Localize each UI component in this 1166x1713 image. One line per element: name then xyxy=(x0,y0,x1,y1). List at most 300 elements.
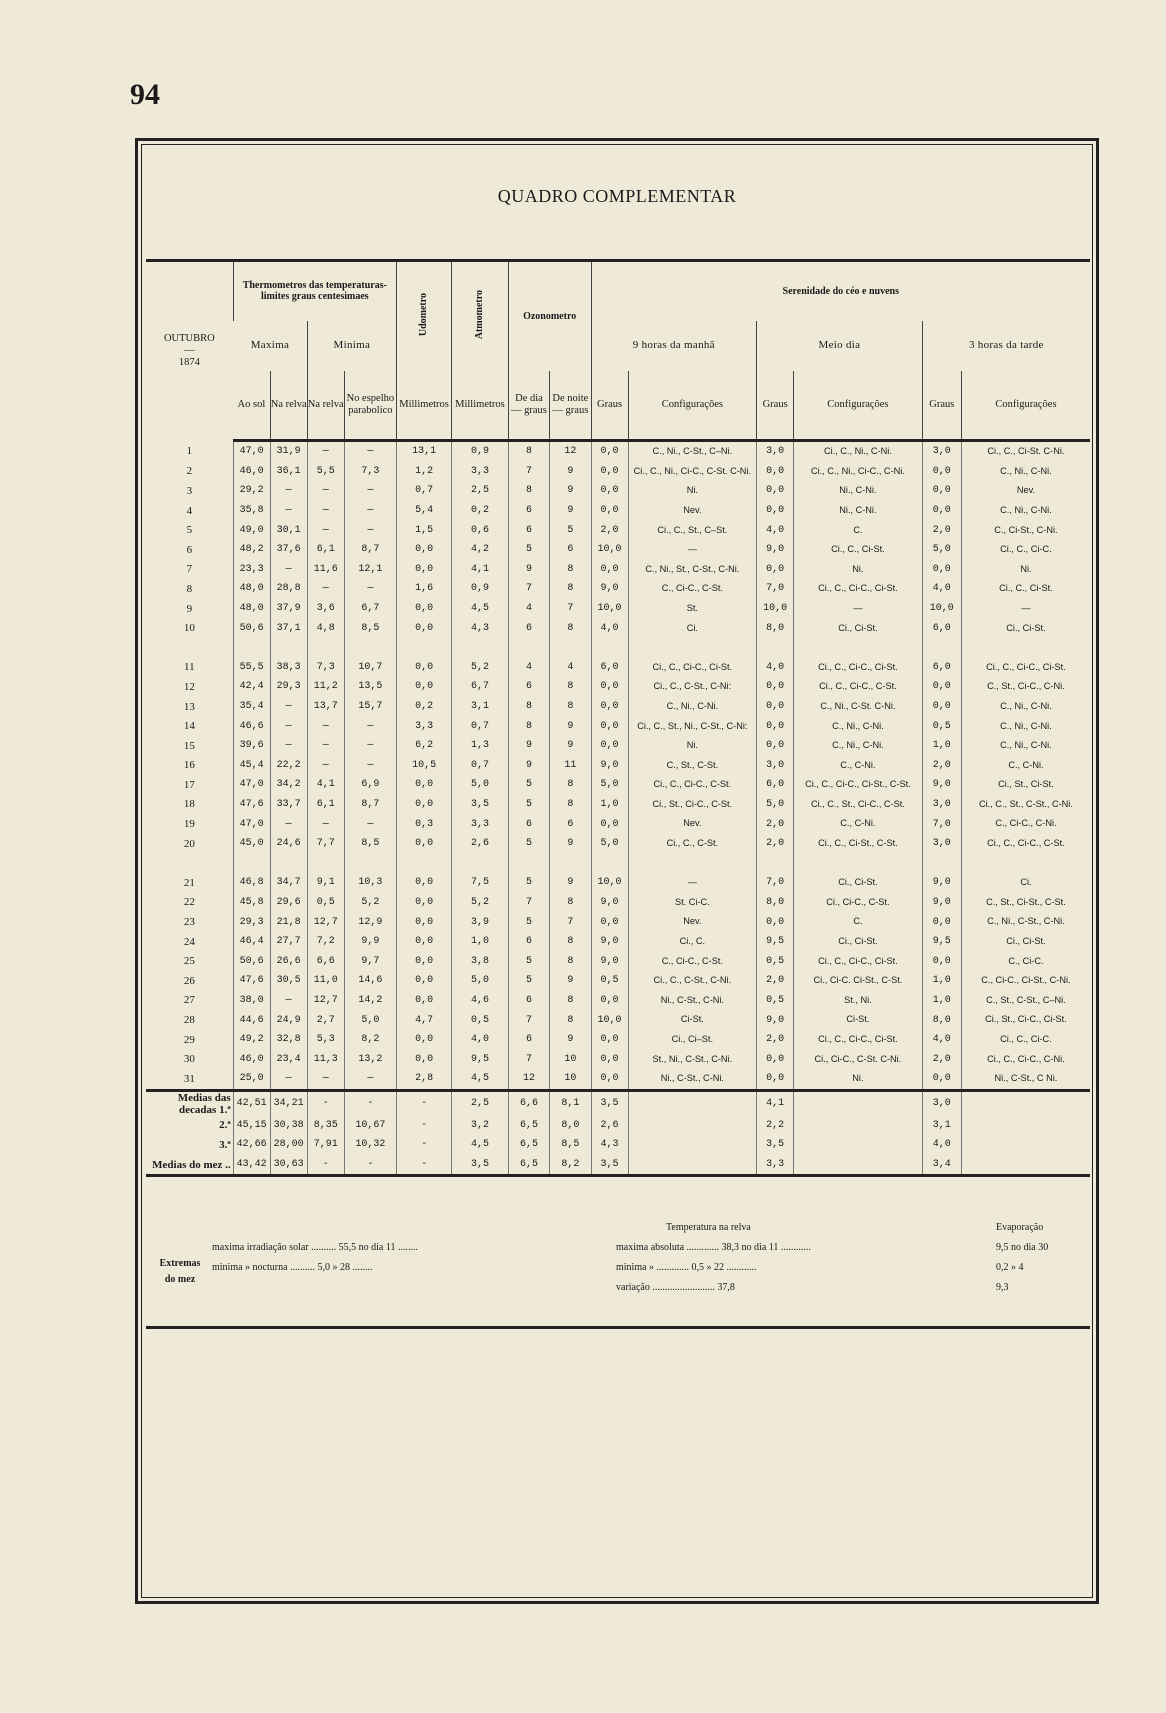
empty-cell xyxy=(794,1135,923,1155)
day-cell: 29 xyxy=(183,1033,195,1046)
data-cell: — xyxy=(307,716,344,736)
data-cell: Ci., C., Ni., Ci-C., C-Ni. xyxy=(794,462,923,482)
data-cell: — xyxy=(307,1069,344,1090)
data-cell: 0,0 xyxy=(922,462,961,482)
medias-cell: 3,0 xyxy=(922,1090,961,1116)
medias-cell: 28,00 xyxy=(270,1135,307,1155)
data-cell: 0,0 xyxy=(397,991,452,1011)
data-cell: 0,0 xyxy=(591,716,628,736)
day-cell: 23 xyxy=(183,916,195,929)
medias-cell: 6,5 xyxy=(508,1135,549,1155)
data-cell: 3,0 xyxy=(922,795,961,815)
data-cell: 5 xyxy=(508,834,549,854)
data-cell: 27,7 xyxy=(270,932,307,952)
data-cell: 38,3 xyxy=(270,658,307,678)
data-cell: 10,0 xyxy=(591,1010,628,1030)
data-cell: 6,0 xyxy=(922,618,961,638)
data-cell: 0,0 xyxy=(397,658,452,678)
data-cell: Ci., Ci-C., C-St. xyxy=(794,893,923,913)
data-cell: 8,2 xyxy=(344,1030,396,1050)
data-cell: 5,2 xyxy=(452,893,509,913)
data-cell: 48,0 xyxy=(233,599,270,619)
empty-cell xyxy=(794,1116,923,1136)
data-cell: 10 xyxy=(550,1069,591,1090)
data-cell: 50,6 xyxy=(233,618,270,638)
table-row xyxy=(146,658,1090,678)
data-cell: 3,0 xyxy=(922,441,961,462)
decade-spacer xyxy=(146,853,1090,873)
data-cell: 6,2 xyxy=(397,736,452,756)
medias-mez-label: Medias do mez xyxy=(152,1158,223,1171)
data-cell: 1,0 xyxy=(922,971,961,991)
data-cell: 4,8 xyxy=(307,618,344,638)
meio-dia-header: Meio dia xyxy=(757,321,923,371)
data-cell: 2,0 xyxy=(922,1049,961,1069)
data-cell: 0,0 xyxy=(591,912,628,932)
data-cell: 9 xyxy=(550,481,591,501)
extreme-line2-mid: minima » ............. 0,5 » 22 ............ xyxy=(616,1262,757,1273)
data-cell: St. xyxy=(628,599,757,619)
data-cell: 0,0 xyxy=(757,1069,794,1090)
data-cell: 0,0 xyxy=(757,736,794,756)
data-cell: 9,0 xyxy=(922,893,961,913)
data-cell: 9,5 xyxy=(757,932,794,952)
data-cell: — xyxy=(344,441,396,462)
data-cell: — xyxy=(307,481,344,501)
data-cell: 0,2 xyxy=(452,501,509,521)
data-cell: — xyxy=(307,501,344,521)
data-cell: 5,0 xyxy=(452,775,509,795)
data-cell: Nev. xyxy=(628,501,757,521)
data-cell: Ni. xyxy=(628,481,757,501)
day-cell: 14 xyxy=(183,720,195,733)
data-cell: 1,6 xyxy=(397,579,452,599)
data-cell: C., St., C-St. xyxy=(628,756,757,776)
data-cell: 5,3 xyxy=(307,1030,344,1050)
data-cell: Ci., Ci-St. xyxy=(794,932,923,952)
data-cell: C., C-Ni. xyxy=(961,756,1090,776)
data-cell: 0,5 xyxy=(591,971,628,991)
day-cell: 2 xyxy=(186,465,193,478)
data-cell: Ci., C., Ci-C. xyxy=(961,540,1090,560)
data-cell: 0,0 xyxy=(397,540,452,560)
data-cell: 0,0 xyxy=(397,599,452,619)
atmometro-header: Atmometro xyxy=(452,261,509,371)
empty-cell xyxy=(961,1090,1090,1116)
month-header: OUTUBRO — 1874 xyxy=(146,261,233,441)
data-cell: C., Ci-C., Ci-St., C-Ni. xyxy=(961,971,1090,991)
data-cell: 3,9 xyxy=(452,912,509,932)
data-cell: 15,7 xyxy=(344,697,396,717)
data-cell: 0,0 xyxy=(591,501,628,521)
data-cell: Ci., Ci-St. xyxy=(961,618,1090,638)
temp-relva-title: Temperatura na relva xyxy=(666,1222,751,1233)
data-cell: 0,0 xyxy=(757,912,794,932)
data-cell: 0,0 xyxy=(922,677,961,697)
table-row xyxy=(146,932,1090,952)
data-cell: Ci., Ci-C. Ci-St., C-St. xyxy=(794,971,923,991)
data-cell: Ci. xyxy=(961,873,1090,893)
extreme-line3-mid: variação ......................... 37,8 xyxy=(616,1282,735,1293)
data-cell: C., Ni., C-Ni. xyxy=(961,697,1090,717)
data-cell: 4,7 xyxy=(397,1010,452,1030)
day-cell: 25 xyxy=(183,955,195,968)
data-cell: 8 xyxy=(550,795,591,815)
data-cell: — xyxy=(270,814,307,834)
data-cell: 0,0 xyxy=(591,1069,628,1090)
medias-cell: 8,35 xyxy=(307,1116,344,1136)
data-cell: 8 xyxy=(550,1010,591,1030)
table-row xyxy=(146,697,1090,717)
medias-cell: 3,5 xyxy=(757,1135,794,1155)
data-cell: 7 xyxy=(508,579,549,599)
day-cell: 11 xyxy=(184,661,195,674)
data-cell: 10,0 xyxy=(591,873,628,893)
medias-cell: 7,91 xyxy=(307,1135,344,1155)
data-cell: 6 xyxy=(508,618,549,638)
data-cell: 31,9 xyxy=(270,441,307,462)
data-cell: 4,3 xyxy=(452,618,509,638)
data-cell: Ci., C., C-St. xyxy=(628,834,757,854)
extreme-line2-left: minima » nocturna .......... 5,0 » 28 ........ xyxy=(212,1262,373,1273)
data-cell: — xyxy=(344,756,396,776)
data-cell: 7,0 xyxy=(922,814,961,834)
data-cell: 0,0 xyxy=(922,560,961,580)
serenidade-header: Serenidade do céo e nuvens xyxy=(591,261,1090,321)
medias-label xyxy=(146,1116,233,1136)
data-cell: 6,9 xyxy=(344,775,396,795)
data-cell: 5,4 xyxy=(397,501,452,521)
data-cell: 47,0 xyxy=(233,814,270,834)
data-cell: 6,1 xyxy=(307,795,344,815)
tarde-graus-header: Graus xyxy=(922,371,961,441)
data-cell: Ni., C-Ni. xyxy=(794,501,923,521)
data-cell: Ci., St., Ci-St. xyxy=(961,775,1090,795)
data-cell: C., Ni., C-Ni. xyxy=(794,716,923,736)
data-cell: 0,0 xyxy=(397,951,452,971)
data-cell: Ci., C., C-St., C-Ni. xyxy=(628,971,757,991)
data-cell: Ci., C. xyxy=(628,932,757,952)
data-cell: 6 xyxy=(508,501,549,521)
table-row xyxy=(146,795,1090,815)
medias-cell: 3,4 xyxy=(922,1155,961,1176)
data-cell: — xyxy=(270,716,307,736)
medias-label xyxy=(146,1155,233,1176)
data-cell: 4,1 xyxy=(452,560,509,580)
data-cell: 9 xyxy=(508,736,549,756)
day-cell: 7 xyxy=(186,563,193,576)
data-cell: 9 xyxy=(508,560,549,580)
table-row xyxy=(146,775,1090,795)
data-cell: 7,0 xyxy=(757,579,794,599)
data-cell: 0,0 xyxy=(397,618,452,638)
data-cell: 9 xyxy=(550,873,591,893)
data-cell: 6,0 xyxy=(757,775,794,795)
data-cell: 22,2 xyxy=(270,756,307,776)
medias-cell: 42,51 xyxy=(233,1090,270,1116)
data-cell: — xyxy=(307,520,344,540)
medias-row xyxy=(146,1116,1090,1136)
medias-cell: 6,5 xyxy=(508,1116,549,1136)
data-cell: 6,1 xyxy=(307,540,344,560)
data-cell: Ci., C., Ni., Ci-C., C-St. C-Ni. xyxy=(628,462,757,482)
data-cell: Ci-St. xyxy=(628,1010,757,1030)
data-cell: 9,0 xyxy=(591,951,628,971)
medias-cell: - xyxy=(307,1155,344,1176)
data-cell: Ni., C-St., C-Ni. xyxy=(628,991,757,1011)
decade-spacer xyxy=(146,638,1090,658)
data-cell: 9,0 xyxy=(922,775,961,795)
udometro-header: Udometro xyxy=(397,261,452,371)
data-cell: 0,5 xyxy=(452,1010,509,1030)
data-cell: 5 xyxy=(508,540,549,560)
data-cell: 25,0 xyxy=(233,1069,270,1090)
medias-cell: 10,67 xyxy=(344,1116,396,1136)
data-cell: 4,0 xyxy=(591,618,628,638)
data-cell: 8 xyxy=(550,893,591,913)
data-cell: C., Ni., C-Ni. xyxy=(794,736,923,756)
table-row xyxy=(146,677,1090,697)
data-cell: 3,5 xyxy=(452,795,509,815)
medias-cell: 43,42 xyxy=(233,1155,270,1176)
data-cell: 9,0 xyxy=(757,1010,794,1030)
data-cell: 12,7 xyxy=(307,912,344,932)
medias-cell: 3,3 xyxy=(757,1155,794,1176)
data-cell: 10,0 xyxy=(591,540,628,560)
medias-cell: - xyxy=(397,1090,452,1116)
data-cell: 45,4 xyxy=(233,756,270,776)
data-cell: 13,5 xyxy=(344,677,396,697)
data-cell: — xyxy=(270,697,307,717)
day-cell: 15 xyxy=(183,739,195,752)
day-cell: 9 xyxy=(186,602,193,615)
data-cell: — xyxy=(344,481,396,501)
data-cell: 2,0 xyxy=(922,756,961,776)
data-cell: 6,7 xyxy=(344,599,396,619)
data-cell: Nev. xyxy=(628,814,757,834)
data-cell: 42,4 xyxy=(233,677,270,697)
data-cell: 0,0 xyxy=(397,677,452,697)
data-cell: 9,0 xyxy=(757,540,794,560)
data-cell: — xyxy=(307,736,344,756)
data-cell: 10,0 xyxy=(757,599,794,619)
table-row xyxy=(146,618,1090,638)
extreme-line3-right: 9,3 xyxy=(996,1282,1009,1293)
table-row xyxy=(146,462,1090,482)
empty-cell xyxy=(628,1155,757,1176)
day-cell: 13 xyxy=(183,700,195,713)
table-row xyxy=(146,834,1090,854)
data-cell: 3,1 xyxy=(452,697,509,717)
data-cell: 0,0 xyxy=(591,560,628,580)
data-cell: St., Ni. xyxy=(794,991,923,1011)
data-cell: Ci., C., Ci-St. C-Ni. xyxy=(961,441,1090,462)
data-cell: 14,2 xyxy=(344,991,396,1011)
data-cell: 2,0 xyxy=(591,520,628,540)
data-cell: 13,7 xyxy=(307,697,344,717)
data-cell: 10 xyxy=(550,1049,591,1069)
data-cell: Ni. xyxy=(794,1069,923,1090)
data-cell: 8 xyxy=(550,579,591,599)
data-cell: 6 xyxy=(508,991,549,1011)
table-row xyxy=(146,560,1090,580)
day-cell: 20 xyxy=(183,837,195,850)
data-cell: Ni. xyxy=(628,736,757,756)
data-cell: 0,5 xyxy=(757,991,794,1011)
table-row xyxy=(146,1010,1090,1030)
data-cell: 46,0 xyxy=(233,462,270,482)
medias-cell: 8,1 xyxy=(550,1090,591,1116)
data-cell: — xyxy=(344,736,396,756)
day-cell: 16 xyxy=(183,759,195,772)
tarde-config-header: Configurações xyxy=(961,371,1090,441)
day-cell: 18 xyxy=(183,798,195,811)
data-cell: C., Ci-C., C-Ni. xyxy=(961,814,1090,834)
extreme-line1-mid: maxima absoluta ............. 38,3 no dia 11 ............ xyxy=(616,1242,811,1253)
data-cell: 5,0 xyxy=(344,1010,396,1030)
day-cell: 10 xyxy=(183,622,195,635)
data-cell: 11,3 xyxy=(307,1049,344,1069)
data-cell: 8 xyxy=(550,991,591,1011)
data-cell: — xyxy=(344,1069,396,1090)
data-cell: 8 xyxy=(508,481,549,501)
data-cell: 3,3 xyxy=(452,462,509,482)
data-cell: 46,0 xyxy=(233,1049,270,1069)
data-cell: 9,0 xyxy=(591,756,628,776)
data-cell: — xyxy=(344,716,396,736)
data-cell: 0,0 xyxy=(591,1030,628,1050)
data-cell: 6 xyxy=(508,814,549,834)
table-row xyxy=(146,1069,1090,1090)
data-cell: C., Ci-C., C-St. xyxy=(628,951,757,971)
data-cell: C., Ni., C-St. C-Ni. xyxy=(794,697,923,717)
medias-cell: 2,5 xyxy=(452,1090,509,1116)
data-cell: Ci., C., Ci-C. xyxy=(961,1030,1090,1050)
table-row xyxy=(146,912,1090,932)
data-cell: 29,3 xyxy=(233,912,270,932)
data-cell: 34,7 xyxy=(270,873,307,893)
data-cell: — xyxy=(344,814,396,834)
meio-dia-graus-header: Graus xyxy=(757,371,794,441)
data-cell: Ci., C., St., C–St. xyxy=(628,520,757,540)
data-cell: 9,0 xyxy=(922,873,961,893)
data-cell: Ci., C., C-St., C-Ni: xyxy=(628,677,757,697)
data-cell: 5 xyxy=(508,775,549,795)
data-cell: 36,1 xyxy=(270,462,307,482)
data-cell: 1,5 xyxy=(397,520,452,540)
data-cell: 50,6 xyxy=(233,951,270,971)
data-cell: 6,7 xyxy=(452,677,509,697)
data-cell: 9,9 xyxy=(344,932,396,952)
data-cell: Ci. xyxy=(628,618,757,638)
data-cell: 7,3 xyxy=(307,658,344,678)
data-cell: C. xyxy=(794,912,923,932)
day-cell: 31 xyxy=(183,1072,195,1085)
data-cell: C., Ni., C-Ni. xyxy=(961,462,1090,482)
data-cell: 0,0 xyxy=(922,481,961,501)
data-cell: — xyxy=(344,501,396,521)
data-cell: 1,0 xyxy=(922,991,961,1011)
data-cell: Ci-St. xyxy=(794,1010,923,1030)
data-cell: — xyxy=(344,520,396,540)
table-row xyxy=(146,991,1090,1011)
data-cell: 0,0 xyxy=(922,912,961,932)
day-cell: 24 xyxy=(183,935,195,948)
data-cell: 1,3 xyxy=(452,736,509,756)
data-cell: Ci., C., Ci-C., Ci-St. xyxy=(794,579,923,599)
data-cell: — xyxy=(270,991,307,1011)
data-cell: Ci., Ci-St. xyxy=(794,873,923,893)
data-cell: 5,5 xyxy=(307,462,344,482)
day-cell: 27 xyxy=(183,994,195,1007)
data-cell: 0,9 xyxy=(452,441,509,462)
medias-cell: 8,5 xyxy=(550,1135,591,1155)
data-cell: 0,0 xyxy=(757,481,794,501)
data-cell: Ci., C., St., Ni., C-St., C-Ni: xyxy=(628,716,757,736)
data-cell: 2,8 xyxy=(397,1069,452,1090)
medias-cell: 4,5 xyxy=(452,1135,509,1155)
data-cell: 7 xyxy=(508,1049,549,1069)
data-cell: C., C-Ni. xyxy=(794,814,923,834)
data-cell: 37,6 xyxy=(270,540,307,560)
data-cell: — xyxy=(270,560,307,580)
data-cell: 5 xyxy=(508,912,549,932)
data-cell: 8,5 xyxy=(344,834,396,854)
data-cell: 9 xyxy=(550,501,591,521)
data-cell: 48,0 xyxy=(233,579,270,599)
data-cell: 8,5 xyxy=(344,618,396,638)
data-cell: Ci., St., Ci-C., Ci-St. xyxy=(961,1010,1090,1030)
data-cell: C., Ni., C-St., C-Ni. xyxy=(961,912,1090,932)
data-cell: C., Ci-C. xyxy=(961,951,1090,971)
medias-decadas-label: Medias das decadas xyxy=(177,1091,231,1116)
empty-cell xyxy=(628,1135,757,1155)
data-cell: 0,0 xyxy=(757,716,794,736)
data-cell: 9,5 xyxy=(922,932,961,952)
data-cell: 8,0 xyxy=(757,618,794,638)
data-cell: 6 xyxy=(550,540,591,560)
empty-cell xyxy=(961,1135,1090,1155)
data-cell: 0,0 xyxy=(757,677,794,697)
data-cell: Ci., C., Ci-C., C-Ni. xyxy=(961,1049,1090,1069)
data-cell: 7 xyxy=(508,462,549,482)
data-cell: C., C-Ni. xyxy=(794,756,923,776)
data-cell: — xyxy=(628,540,757,560)
data-cell: 3,3 xyxy=(397,716,452,736)
data-cell: 9 xyxy=(550,971,591,991)
empty-cell xyxy=(628,1116,757,1136)
data-cell: Ci., C., Ci-C., Ci-St., C-St. xyxy=(794,775,923,795)
data-cell: 0,0 xyxy=(591,481,628,501)
medias-key: 2.ª xyxy=(219,1119,231,1132)
data-cell: 24,6 xyxy=(270,834,307,854)
data-cell: C., Ni., C-Ni. xyxy=(961,501,1090,521)
data-cell: 14,6 xyxy=(344,971,396,991)
data-cell: 9,5 xyxy=(452,1049,509,1069)
medias-cell: 4,3 xyxy=(591,1135,628,1155)
data-cell: C., Ni., C-Ni. xyxy=(628,697,757,717)
day-cell: 21 xyxy=(183,876,195,889)
data-cell: 6 xyxy=(508,677,549,697)
data-cell: 8 xyxy=(550,775,591,795)
medias-cell: 3,2 xyxy=(452,1116,509,1136)
data-cell: 5,0 xyxy=(452,971,509,991)
data-cell: 4,0 xyxy=(922,579,961,599)
data-cell: Ni., C-St., C Ni. xyxy=(961,1069,1090,1090)
table-row xyxy=(146,756,1090,776)
no-espelho-header: No espelho parabolico xyxy=(344,371,396,441)
data-cell: 47,6 xyxy=(233,795,270,815)
